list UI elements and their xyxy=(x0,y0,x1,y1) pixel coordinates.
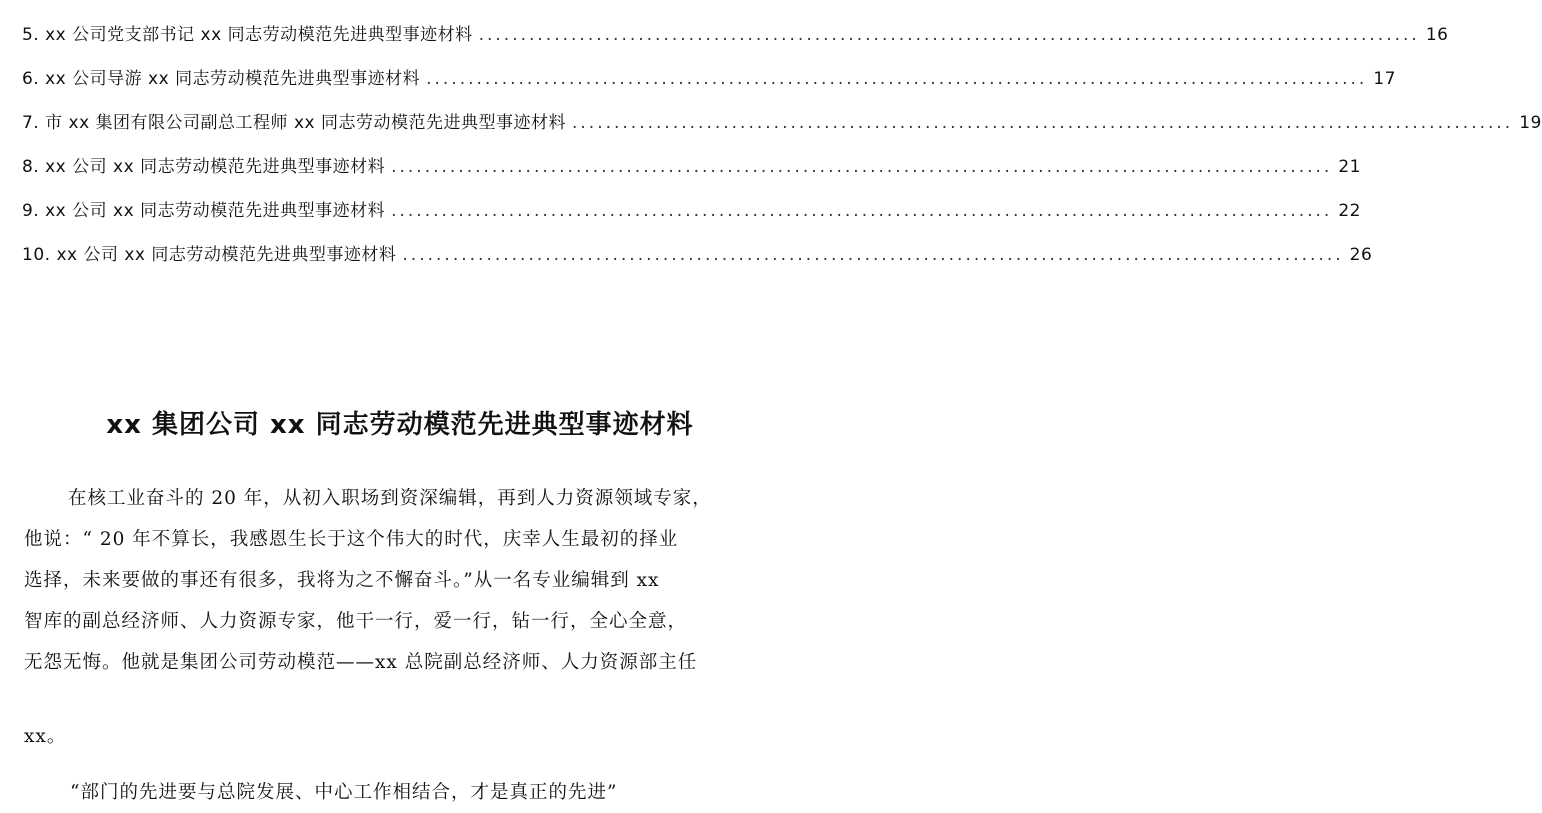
toc-entry-title: 7. 市 xx 集团有限公司副总工程师 xx 同志劳动模范先进典型事迹材料 xyxy=(22,113,566,133)
document-title: xx 集团公司 xx 同志劳动模范先进典型事迹材料 xyxy=(106,410,694,440)
toc-entry-page: 22 xyxy=(1338,201,1361,221)
toc-entry[interactable] xyxy=(22,152,1361,196)
body-paragraph xyxy=(24,478,780,683)
paragraph-line: 选择，未来要做的事还有很多，我将为之不懈奋斗。”从一名专业编辑到 xx xyxy=(24,570,660,591)
toc-entry[interactable] xyxy=(22,20,1449,64)
paragraph-line-text: 在核工业奋斗的 20 年，从初入职场到资深编辑，再到人力资源领域专家， xyxy=(68,488,712,509)
paragraph-line: 他说：“ 20 年不算长，我感恩生长于这个伟大的时代，庆幸人生最初的择业 xyxy=(24,529,679,550)
toc-entry-title: 6. xx 公司导游 xx 同志劳动模范先进典型事迹材料 xyxy=(22,69,421,89)
toc-leader-dots: ................................................................................................................ xyxy=(571,113,1514,133)
toc-leader-dots: ................................................................................................................ xyxy=(478,25,1420,45)
toc-entry-title: 10. xx 公司 xx 同志劳动模范先进典型事迹材料 xyxy=(22,245,397,265)
toc-leader-dots: ................................................................................................................ xyxy=(426,69,1368,89)
toc-entry-title: 8. xx 公司 xx 同志劳动模范先进典型事迹材料 xyxy=(22,157,386,177)
toc-entry-page: 21 xyxy=(1338,157,1361,177)
toc-entry[interactable] xyxy=(22,108,1542,152)
toc-entry[interactable] xyxy=(22,240,1373,284)
paragraph-line: 无怨无悔。他就是集团公司劳动模范——xx 总院副总经济师、人力资源部主任 xyxy=(24,652,698,673)
toc-entry-page: 16 xyxy=(1425,25,1449,45)
body-paragraph-end: xx。 xyxy=(24,726,67,747)
toc-entry-page: 26 xyxy=(1349,245,1373,265)
table-of-contents xyxy=(22,20,1542,284)
paragraph-line xyxy=(24,478,780,519)
toc-leader-dots: ................................................................................................................ xyxy=(402,245,1344,265)
toc-entry[interactable] xyxy=(22,64,1396,108)
paragraph-line: 智库的副总经济师、人力资源专家，他干一行，爱一行，钻一行，全心全意， xyxy=(24,611,688,632)
toc-entry[interactable] xyxy=(22,196,1361,240)
toc-leader-dots: ................................................................................................................ xyxy=(391,201,1333,221)
quote-heading: “部门的先进要与总院发展、中心工作相结合，才是真正的先进” xyxy=(70,782,618,803)
toc-entry-page: 17 xyxy=(1373,69,1396,89)
toc-entry-title: 5. xx 公司党支部书记 xx 同志劳动模范先进典型事迹材料 xyxy=(22,25,473,45)
toc-entry-page: 19 xyxy=(1519,113,1542,133)
toc-leader-dots: ................................................................................................................ xyxy=(391,157,1333,177)
toc-entry-title: 9. xx 公司 xx 同志劳动模范先进典型事迹材料 xyxy=(22,201,386,221)
